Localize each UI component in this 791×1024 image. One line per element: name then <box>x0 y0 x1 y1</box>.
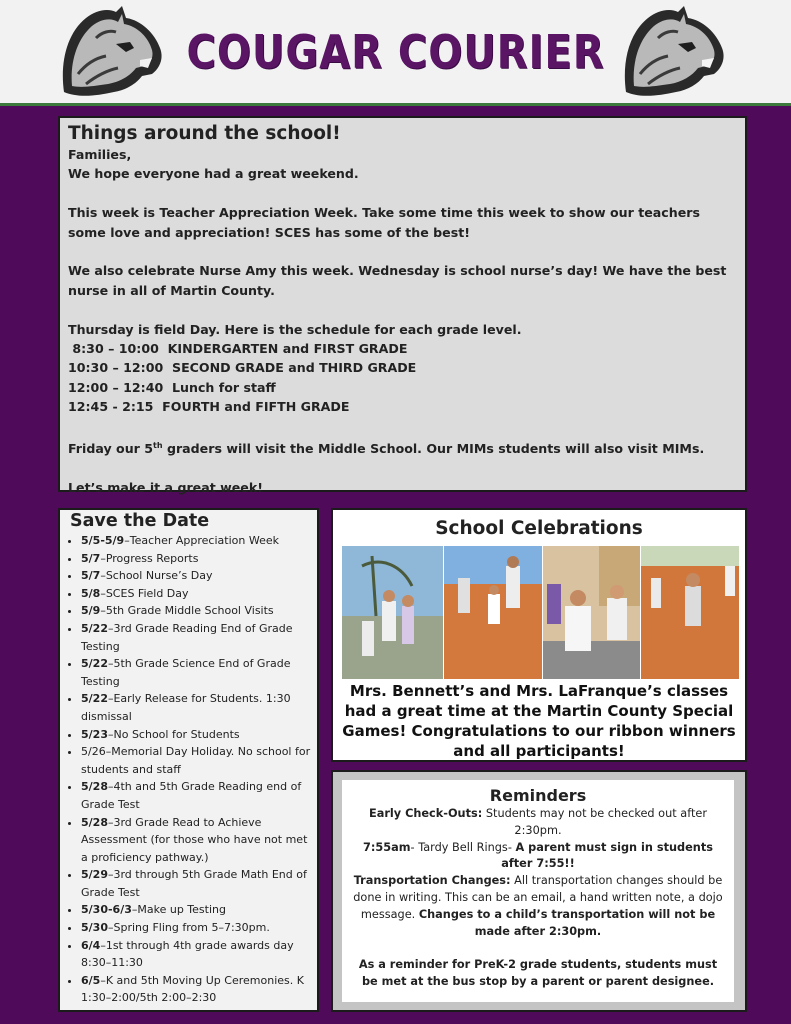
save-the-date-item: • 5/5-5/9–Teacher Appreciation Week <box>81 532 311 550</box>
save-the-date-item: • 5/28–3rd Grade Read to Achieve Assessment (for those who have not met a proficiency pathway.) <box>81 814 311 867</box>
celebration-photo <box>342 546 443 679</box>
save-the-date-item: • 5/22–Early Release for Students. 1:30 dismissal <box>81 690 311 725</box>
header-divider <box>0 103 791 106</box>
schedule-row: 8:30 – 10:00 KINDERGARTEN and FIRST GRADE <box>68 341 408 357</box>
greeting: Families, <box>68 147 132 162</box>
weekend-text: We hope everyone had a great weekend. <box>68 166 359 182</box>
celebrations-caption: Mrs. Bennett’s and Mrs. LaFranque’s classes had a great time at the Martin County Special Games! Congratulations to our ribbon winners and all participants! <box>342 682 736 760</box>
save-the-date-heading: Save the Date <box>70 511 210 531</box>
save-the-date-item: • 5/26–Memorial Day Holiday. No school for students and staff <box>81 743 311 778</box>
save-the-date-item: • 5/9–5th Grade Middle School Visits <box>81 602 311 620</box>
things-around-school-panel <box>58 116 747 496</box>
friday-text: Friday our 5th graders will visit the Middle School. Our MIMs students will also visit MIMs. <box>68 441 705 457</box>
celebration-photo <box>543 546 641 679</box>
prek-reminder: As a reminder for PreK-2 grade students, students must be met at the bus stop by a parent or parent designee. <box>358 958 718 988</box>
save-the-date-item: • 5/30–Spring Fling from 5–7:30pm. <box>81 919 311 937</box>
reminders-panel <box>331 770 747 1012</box>
save-the-date-list <box>70 532 311 1007</box>
celebration-photo <box>641 546 739 679</box>
save-the-date-item: • 6/5–K and 5th Moving Up Ceremonies. K 1:30–2:00/5th 2:00–2:30 <box>81 972 311 1007</box>
save-the-date-item: • 5/22–3rd Grade Reading End of Grade Testing <box>81 620 311 655</box>
school-celebrations-panel <box>331 508 747 762</box>
cougar-logo-icon <box>618 4 728 100</box>
transportation-reminder: Transportation Changes: All transportation changes should be done in writing. This can be an email, a hand written note, a dojo message. Changes to a child’s transportation will not be made after 2:30pm. <box>353 874 723 938</box>
save-the-date-item: • 5/7–School Nurse’s Day <box>81 567 311 585</box>
celebration-photo <box>444 546 542 679</box>
schedule-row: 10:30 – 12:00 SECOND GRADE and THIRD GRADE <box>68 360 417 376</box>
schedule-row: 12:00 – 12:40 Lunch for staff <box>68 379 276 395</box>
reminders-heading: Reminders <box>489 786 587 805</box>
reminders-content <box>342 780 734 1002</box>
save-the-date-item: • 5/28–4th and 5th Grade Reading end of Grade Test <box>81 778 311 813</box>
save-the-date-item: • 5/30-6/3–Make up Testing <box>81 901 311 919</box>
things-heading: Things around the school! <box>68 123 341 144</box>
save-the-date-item: • 5/23–No School for Students <box>81 726 311 744</box>
teacher-appreciation-text: This week is Teacher Appreciation Week. Take some time this week to show our teachers some love and appreciation! SCES has some of the best! <box>68 205 700 240</box>
cougar-logo-icon <box>56 4 166 100</box>
save-the-date-panel <box>58 508 319 1012</box>
tardy-bell-reminder: 7:55am- Tardy Bell Rings- A parent must sign in students after 7:55!! <box>363 840 713 871</box>
field-day-intro: Thursday is field Day. Here is the schedule for each grade level. <box>68 321 522 337</box>
early-checkout-reminder: Early Check-Outs: Students may not be checked out after 2:30pm. <box>368 807 707 837</box>
save-the-date-item: • 6/4–1st through 4th grade awards day 8:30–11:30 <box>81 937 311 972</box>
nurse-day-text: We also celebrate Nurse Amy this week. Wednesday is school nurse’s day! We have the best nurse in all of Martin County. <box>68 263 727 298</box>
newsletter-title: COUGAR COURIER <box>186 26 605 80</box>
celebrations-heading: School Celebrations <box>435 518 643 539</box>
save-the-date-item: • 5/8–SCES Field Day <box>81 585 311 603</box>
closing-text: Let’s make it a great week! <box>68 480 263 496</box>
schedule-row: 12:45 - 2:15 FOURTH and FIFTH GRADE <box>68 399 350 415</box>
save-the-date-item: • 5/7–Progress Reports <box>81 550 311 568</box>
celebration-photos <box>342 546 739 679</box>
save-the-date-item: • 5/29–3rd through 5th Grade Math End of Grade Test <box>81 866 311 901</box>
save-the-date-item: • 5/22–5th Grade Science End of Grade Testing <box>81 655 311 690</box>
